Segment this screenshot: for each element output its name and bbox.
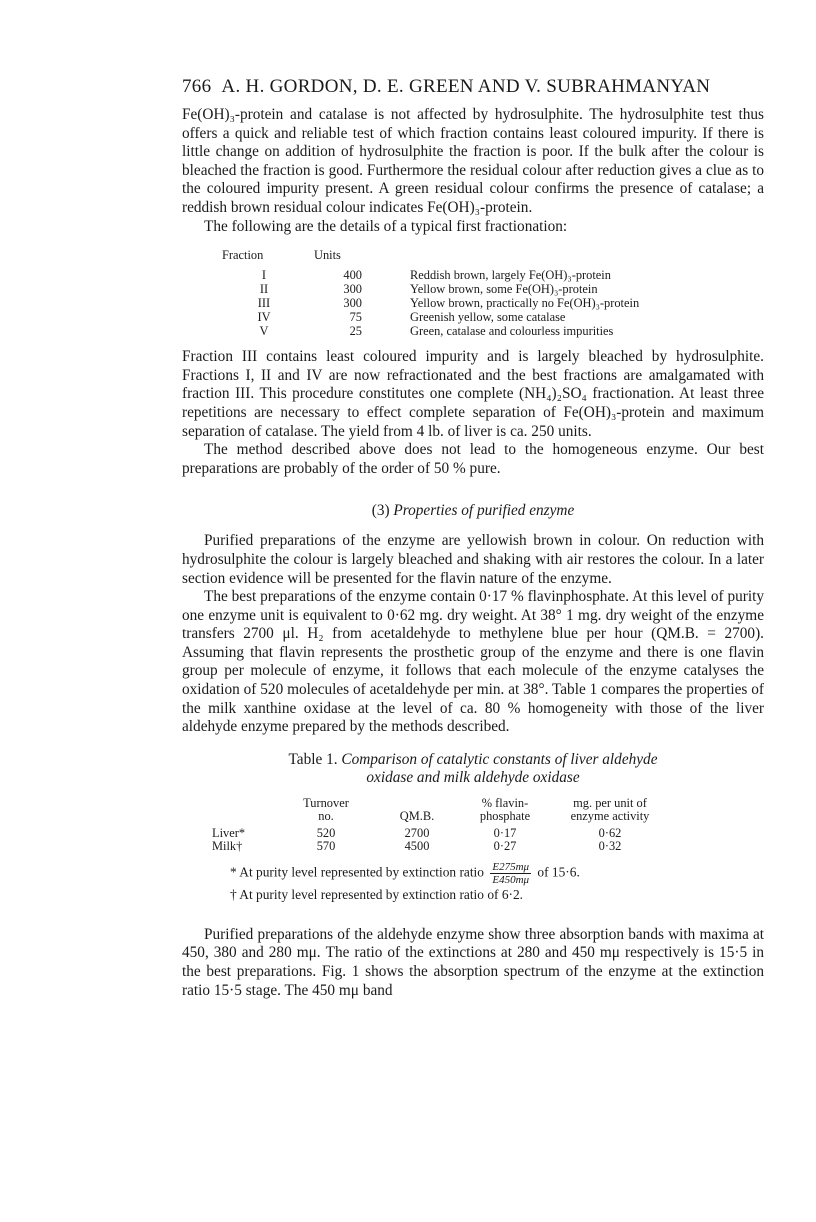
paragraph: Fe(OH)₃-protein and catalase is not affected by hydrosulphite. The hydrosulphite test thus offers a quick and reliable test of which fraction contains least coloured impurity. If there is little change on addition of hydrosulphite the fraction is poor. If the bulk after the colour is bleached the fraction is good. Furthermore the residual colour after reduction gives a clue as to the coloured impurity present. A green residual colour confirms the presence of catalase; a reddish brown residual colour indicates Fe(OH)₃-protein. (182, 106, 764, 216)
table-footnotes (230, 861, 764, 904)
table-row: I 400 Reddish brown, largely Fe(OH)₃-protein (261, 268, 611, 283)
caption-line: Comparison of catalytic constants of liver aldehyde (341, 750, 658, 768)
table-row: Liver* 520 2700 0·17 0·62 (212, 825, 622, 840)
column-header-flavin: % flavin- phosphate (479, 795, 531, 823)
column-header-fraction: Fraction (222, 248, 264, 263)
table-row: II 300 Yellow brown, some Fe(OH)₃-protein (259, 282, 598, 297)
page (182, 76, 764, 1000)
running-header (182, 76, 764, 98)
section-number: (3) (371, 502, 390, 520)
paragraph: Purified preparations of the enzyme are yellowish brown in colour. On reduction with hydrosulphite the colour is largely bleached and shaking with air restores the colour. In a later section evidence will be presented for the flavin nature of the enzyme. (182, 532, 764, 587)
column-header-units: Units (314, 248, 341, 263)
page-number: 766 (182, 76, 212, 97)
author-line: A. H. GORDON, D. E. GREEN AND V. SUBRAHMANYAN (221, 76, 711, 97)
comparison-table (212, 797, 670, 853)
column-header-mg-per-unit: mg. per unit of enzyme activity (570, 795, 650, 823)
column-header-turnover: Turnover no. (303, 795, 349, 823)
column-header-qmb: QM.B. (399, 808, 435, 823)
table-row: III 300 Yellow brown, practically no Fe(OH)₃-protein (257, 296, 640, 311)
table-row: Milk† 570 4500 0·27 0·32 (212, 838, 622, 853)
footnote: * At purity level represented by extinction ratio $\frac{E275m\mu}{E450m\mu}$ of 15·6. (230, 860, 580, 886)
table-caption (182, 751, 764, 787)
table-row: V 25 Green, catalase and colourless impurities (259, 324, 614, 339)
footnote: † At purity level represented by extinction ratio of 6·2. (230, 886, 524, 902)
section-title: Properties of purified enzyme (393, 502, 575, 520)
section-heading (182, 502, 764, 520)
fractionation-table (220, 248, 639, 338)
paragraph: Purified preparations of the aldehyde enzyme show three absorption bands with maxima at 450, 380 and 280 mμ. The ratio of the extinctions at 280 and 450 mμ respectively is 15·5 in the best preparations. Fig. 1 shows the absorption spectrum of the enzyme at the extinction ratio 15·5 stage. The 450 mμ band (182, 925, 764, 999)
paragraph: Fraction III contains least coloured impurity and is largely bleached by hydrosulphite. Fractions I, II and IV are now refractionated and the best fractions are amalgamated with fraction III. This procedure constitutes one complete (NH₄)₂SO₄ fractionation. At least three repetitions are necessary to effect complete separation of Fe(OH)₃-protein and maximum separation of catalase. The yield from 4 lb. of liver is ca. 250 units. (182, 348, 764, 440)
caption-line: oxidase and milk aldehyde oxidase (366, 768, 580, 786)
paragraph: The following are the details of a typical first fractionation: (204, 217, 568, 235)
table-row: IV 75 Greenish yellow, some catalase (257, 310, 566, 325)
table-label: Table 1. (288, 750, 338, 768)
extinction-ratio-fraction: $\frac{E275m\mu}{E450m\mu}$ (492, 860, 530, 886)
paragraph: The method described above does not lead to the homogeneous enzyme. Our best preparations are probably of the order of 50 % pure. (182, 441, 764, 477)
paragraph: The best preparations of the enzyme contain 0·17 % flavinphosphate. At this level of purity one enzyme unit is equivalent to 0·62 mg. dry weight. At 38° 1 mg. dry weight of the enzyme transfers 2700 μl. H₂ from acetaldehyde to methylene blue per hour (QM.B. = 2700). Assuming that flavin represents the prosthetic group of the enzyme and there is one flavin group per molecule of enzyme, it follows that each molecule of the enzyme catalyses the oxidation of 520 molecules of acetaldehyde per min. at 38°. Table 1 compares the properties of the milk xanthine oxidase at the level of ca. 80 % homogeneity with those of the liver aldehyde enzyme prepared by the methods described. (182, 588, 764, 736)
